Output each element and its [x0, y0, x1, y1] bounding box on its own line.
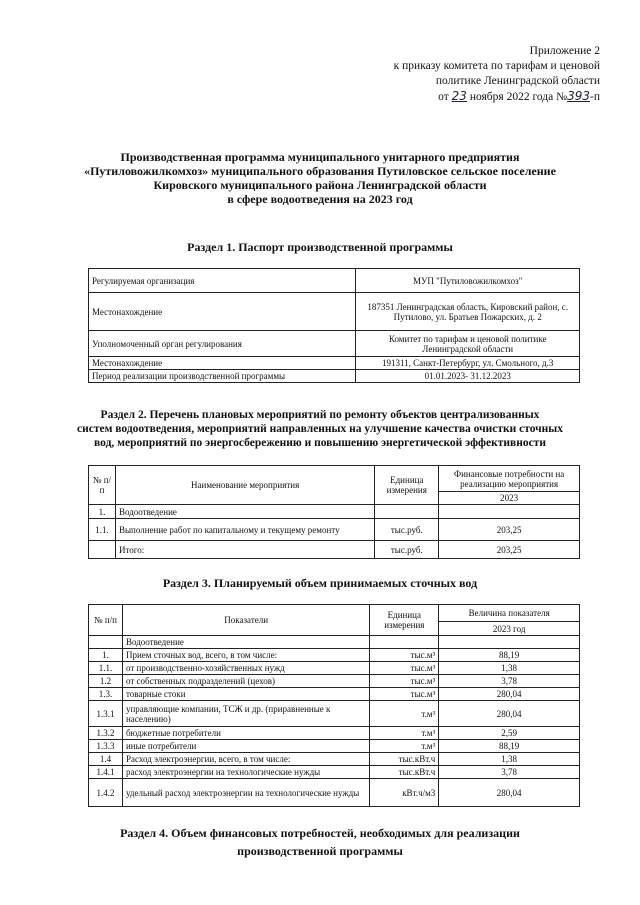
row-value: [439, 505, 580, 519]
section4-heading-line1: Раздел 4. Объем финансовых потребностей, необходимых для реализации: [120, 826, 520, 840]
document-title: [60, 150, 580, 206]
title-line4: в сфере водоотведения на 2023 год: [227, 192, 413, 206]
table-row: [89, 688, 580, 701]
row-value: 3,78: [439, 766, 580, 779]
section3-heading: Раздел 3. Планируемый объем принимаемых сточных вод: [162, 576, 478, 590]
wastewater-table: [88, 604, 580, 807]
row-num: 1.4.2: [89, 779, 123, 807]
row-num: 1.3.3: [89, 740, 123, 753]
passport-value: 191311, Санкт-Петербург, ул. Смольного, д.3: [356, 357, 580, 370]
row-value: 1,38: [439, 662, 580, 675]
row-num: 1.: [89, 505, 116, 519]
table-row: [89, 701, 580, 727]
row-name: управляющие компании, ТСЖ и др. (приравненные к населению): [122, 701, 369, 727]
row-name: иные потребители: [122, 740, 369, 753]
row-name: товарные стоки: [122, 688, 369, 701]
title-line2: «Путиловожилкомхоз» муниципального образования Путиловское сельское поселение: [84, 164, 556, 178]
header-name: Наименование мероприятия: [115, 466, 374, 505]
table-row: [89, 636, 580, 649]
row-num: 1.1.: [89, 519, 116, 541]
table-row: [89, 662, 580, 675]
row-unit: тыс.м³: [370, 649, 439, 662]
section1-heading: Раздел 1. Паспорт производственной программы: [187, 240, 453, 254]
section2-heading-line3: вод, мероприятий по энергосбережению и повышению энергетической эффективности: [94, 437, 546, 449]
header-year: 2023: [439, 492, 580, 505]
order-number: 393: [567, 89, 591, 103]
row-name: Расход электроэнергии, всего, в том числе:: [122, 753, 369, 766]
passport-value: Комитет по тарифам и ценовой политике Ленинградской области: [356, 331, 580, 357]
row-value: 203,25: [439, 519, 580, 541]
row-value: 3,78: [439, 675, 580, 688]
date-prefix: от: [438, 91, 449, 103]
row-num: [89, 541, 116, 559]
row-name: от производственно-хозяйственных нужд: [122, 662, 369, 675]
table-row: [89, 675, 580, 688]
table-row: [89, 541, 580, 559]
row-value: 88,19: [439, 649, 580, 662]
row-unit: [370, 636, 439, 649]
row-unit: т.м³: [370, 701, 439, 727]
row-unit: т.м³: [370, 727, 439, 740]
table-row: [89, 293, 580, 331]
table-row: [89, 505, 580, 519]
table-row: [89, 753, 580, 766]
row-name: Итого:: [115, 541, 374, 559]
appendix-header: [330, 44, 600, 105]
row-name: расход электроэнергии на технологические нужды: [122, 766, 369, 779]
row-value: 88,19: [439, 740, 580, 753]
row-unit: тыс.кВт.ч: [370, 766, 439, 779]
row-num: 1.: [89, 649, 123, 662]
passport-label: Местонахождение: [89, 357, 356, 370]
row-name: удельный расход электроэнергии на технологические нужды: [122, 779, 369, 807]
row-name: бюджетные потребители: [122, 727, 369, 740]
header-num: № п/п: [89, 466, 116, 505]
row-unit: кВт.ч/м3: [370, 779, 439, 807]
row-unit: [375, 505, 439, 519]
appendix-line3: политике Ленинградской области: [435, 75, 600, 87]
section2-heading-line1: Раздел 2. Перечень плановых мероприятий по ремонту объектов централизованных: [100, 409, 540, 421]
row-name: Водоотведение: [115, 505, 374, 519]
appendix-line2: к приказу комитета по тарифам и ценовой: [393, 60, 600, 72]
appendix-date-line: [330, 89, 600, 105]
table-row: [89, 357, 580, 370]
row-value: 280,04: [439, 688, 580, 701]
section2-heading-line2: систем водоотведения, мероприятий направленных на улучшение качества очистки сточных: [76, 423, 563, 435]
header-year: 2023 год: [439, 622, 580, 636]
row-unit: тыс.руб.: [375, 519, 439, 541]
row-value: 2,59: [439, 727, 580, 740]
row-unit: тыс.м³: [370, 688, 439, 701]
row-value: 203,25: [439, 541, 580, 559]
row-num: 1.4: [89, 753, 123, 766]
row-unit: тыс.м³: [370, 675, 439, 688]
row-name: Водоотведение: [122, 636, 369, 649]
measures-table: [88, 465, 580, 559]
header-num: № п/п: [89, 605, 123, 636]
row-name: от собственных подразделений (цехов): [122, 675, 369, 688]
row-unit: т.м³: [370, 740, 439, 753]
passport-value: 187351 Ленинградская область, Кировский район, с. Путилово, ул. Братьев Пожарских, д. 2: [356, 293, 580, 331]
table-row: [89, 269, 580, 293]
header-name: Показатели: [122, 605, 369, 636]
passport-label: Регулируемая организация: [89, 269, 356, 293]
date-suffix: -п: [590, 91, 600, 103]
row-num: 1.3.2: [89, 727, 123, 740]
row-num: [89, 636, 123, 649]
row-value: [439, 636, 580, 649]
row-value: 280,04: [439, 779, 580, 807]
title-line3: Кировского муниципального района Ленинградской области: [153, 178, 487, 192]
row-unit: тыс.м³: [370, 662, 439, 675]
row-unit: тыс.руб.: [375, 541, 439, 559]
passport-label: Местонахождение: [89, 293, 356, 331]
table-row: [89, 766, 580, 779]
date-middle: ноября 2022 года №: [469, 91, 568, 103]
row-num: 1.2: [89, 675, 123, 688]
table-row: [89, 740, 580, 753]
row-unit: тыс.кВт.ч: [370, 753, 439, 766]
table-row: [89, 649, 580, 662]
header-unit: Единица измерения: [375, 466, 439, 505]
row-num: 1.3.1: [89, 701, 123, 727]
passport-label: Уполномоченный орган регулирования: [89, 331, 356, 357]
header-finance: Финансовые потребности на реализацию мероприятия: [439, 466, 580, 492]
row-value: 1,38: [439, 753, 580, 766]
passport-label: Период реализации производственной программы: [89, 370, 356, 383]
row-num: 1.1.: [89, 662, 123, 675]
row-value: 280,04: [439, 701, 580, 727]
row-num: 1.3.: [89, 688, 123, 701]
passport-value: МУП "Путиловожилкомхоз": [356, 269, 580, 293]
table-row: [89, 331, 580, 357]
header-unit: Единица измерения: [370, 605, 439, 636]
table-row: [89, 779, 580, 807]
section4-heading-line2: производственной программы: [237, 844, 403, 858]
row-name: Выполнение работ по капитальному и текущему ремонту: [115, 519, 374, 541]
passport-value: 01.01.2023- 31.12.2023: [356, 370, 580, 383]
passport-table: [88, 268, 580, 383]
header-value: Величина показателя: [439, 605, 580, 622]
section2-heading: [0, 408, 640, 450]
row-num: 1.4.1: [89, 766, 123, 779]
row-name: Прием сточных вод, всего, в том числе:: [122, 649, 369, 662]
date-day: 23: [451, 89, 467, 103]
title-line1: Производственная программа муниципального унитарного предприятия: [120, 150, 520, 164]
appendix-line1: Приложение 2: [529, 45, 600, 57]
section4-heading: [0, 824, 640, 860]
table-row: [89, 519, 580, 541]
table-row: [89, 370, 580, 383]
table-row: [89, 727, 580, 740]
